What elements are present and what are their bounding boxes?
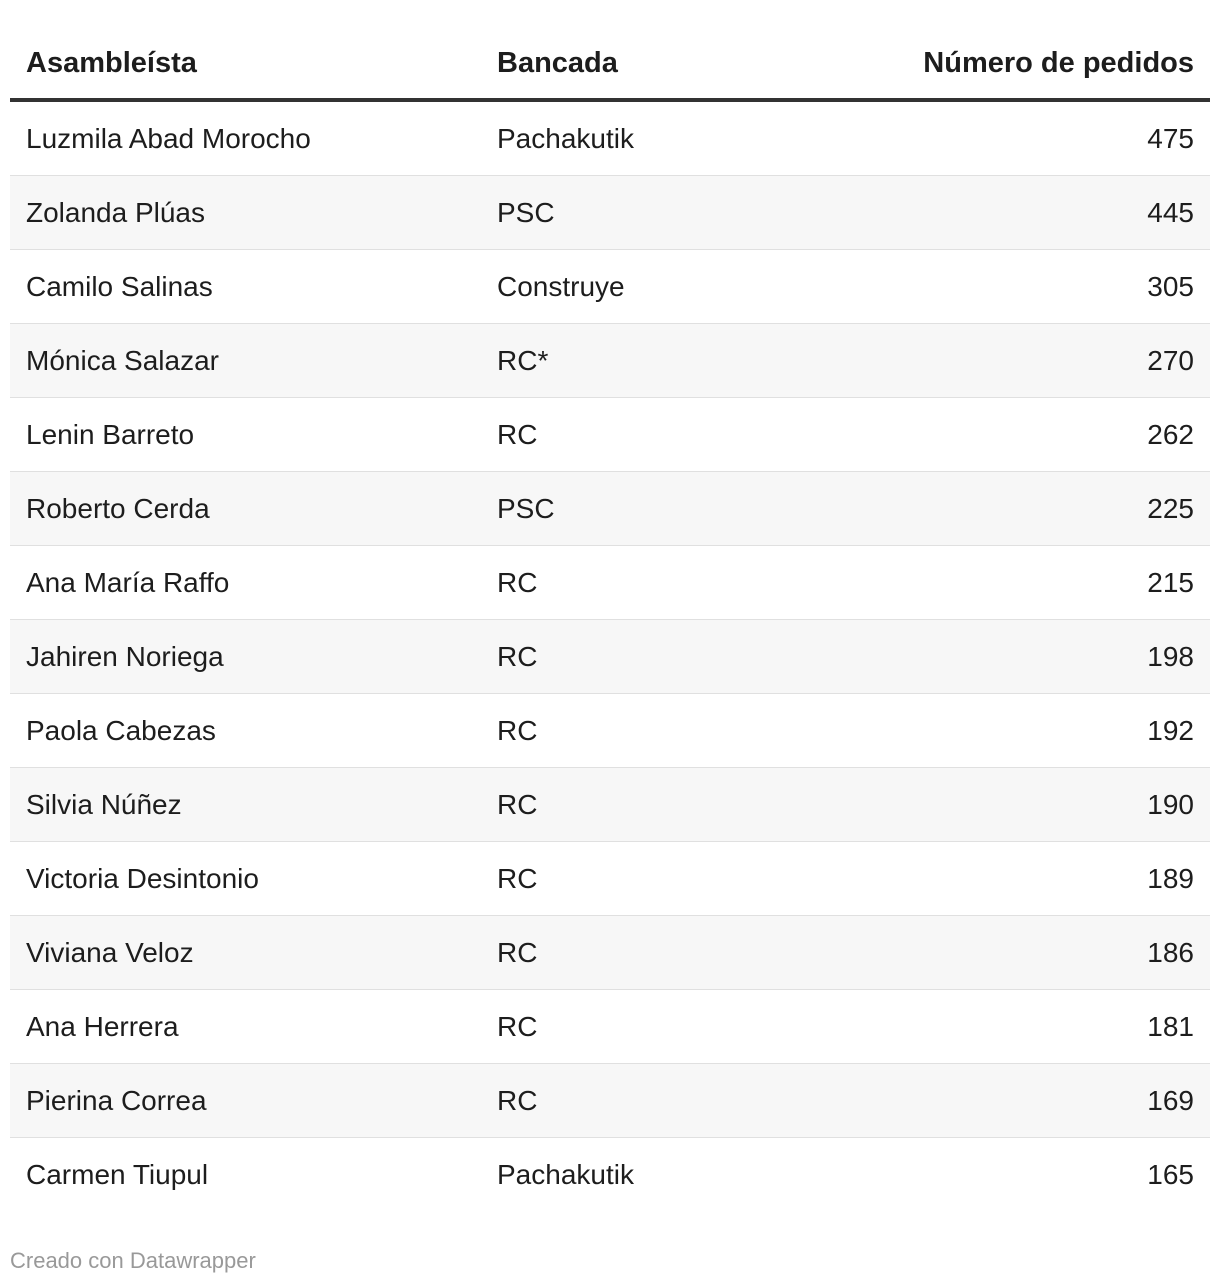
asambleista-cell: Ana Herrera xyxy=(10,990,481,1064)
pedidos-cell: 215 xyxy=(853,546,1210,620)
pedidos-cell: 169 xyxy=(853,1064,1210,1138)
bancada-cell: RC xyxy=(481,620,853,694)
table-row xyxy=(10,694,1210,768)
table-row xyxy=(10,1138,1210,1212)
pedidos-cell: 305 xyxy=(853,250,1210,324)
bancada-cell: RC xyxy=(481,398,853,472)
table-row xyxy=(10,176,1210,250)
table-row xyxy=(10,472,1210,546)
bancada-cell: RC* xyxy=(481,324,853,398)
table-body xyxy=(10,100,1210,1211)
table-header xyxy=(10,28,1210,100)
header-row xyxy=(10,28,1210,100)
asambleista-cell: Victoria Desintonio xyxy=(10,842,481,916)
footer-credit: Creado con Datawrapper xyxy=(10,1248,256,1273)
asambleista-cell: Luzmila Abad Morocho xyxy=(10,100,481,176)
bancada-cell: RC xyxy=(481,990,853,1064)
asambleista-cell: Camilo Salinas xyxy=(10,250,481,324)
table-row xyxy=(10,768,1210,842)
pedidos-cell: 165 xyxy=(1147,1158,1194,1190)
pedidos-cell: 189 xyxy=(853,842,1210,916)
bancada-cell: RC xyxy=(481,694,853,768)
table-row xyxy=(10,100,1210,176)
table-row xyxy=(10,990,1210,1064)
asambleista-cell: Silvia Núñez xyxy=(10,768,481,842)
bancada-cell: RC xyxy=(481,546,853,620)
bancada-cell: RC xyxy=(481,768,853,842)
asambleista-cell: Zolanda Plúas xyxy=(10,176,481,250)
bancada-cell: Pachakutik xyxy=(481,100,853,176)
bancada-cell: RC xyxy=(481,842,853,916)
pedidos-cell: 225 xyxy=(853,472,1210,546)
bancada-cell: Pachakutik xyxy=(497,1158,634,1190)
data-table-container xyxy=(10,28,1210,1211)
table-row xyxy=(10,620,1210,694)
pedidos-cell: 181 xyxy=(853,990,1210,1064)
data-table xyxy=(10,28,1210,1211)
pedidos-cell: 445 xyxy=(853,176,1210,250)
pedidos-cell: 190 xyxy=(853,768,1210,842)
asambleista-cell: Viviana Veloz xyxy=(10,916,481,990)
column-header-bancada[interactable]: Bancada xyxy=(481,28,853,100)
pedidos-cell: 270 xyxy=(853,324,1210,398)
asambleista-cell: Jahiren Noriega xyxy=(10,620,481,694)
table-row xyxy=(10,250,1210,324)
asambleista-cell: Ana María Raffo xyxy=(10,546,481,620)
pedidos-cell: 262 xyxy=(853,398,1210,472)
table-row xyxy=(10,842,1210,916)
table-row xyxy=(10,324,1210,398)
table-row xyxy=(10,916,1210,990)
table-row xyxy=(10,546,1210,620)
asambleista-cell: Carmen Tiupul xyxy=(26,1158,209,1190)
asambleista-cell: Roberto Cerda xyxy=(10,472,481,546)
bancada-cell: Construye xyxy=(481,250,853,324)
table-row xyxy=(10,1064,1210,1138)
pedidos-cell: 192 xyxy=(853,694,1210,768)
bancada-cell: PSC xyxy=(481,176,853,250)
bancada-cell: RC xyxy=(481,916,853,990)
column-header-asambleista[interactable]: Asambleísta xyxy=(10,28,481,100)
column-header-numero-de-pedidos[interactable]: Número de pedidos xyxy=(853,28,1210,100)
asambleista-cell: Lenin Barreto xyxy=(10,398,481,472)
bancada-cell: PSC xyxy=(481,472,853,546)
asambleista-cell: Paola Cabezas xyxy=(10,694,481,768)
pedidos-cell: 186 xyxy=(853,916,1210,990)
table-row xyxy=(10,398,1210,472)
bancada-cell: RC xyxy=(481,1064,853,1138)
pedidos-cell: 475 xyxy=(853,100,1210,176)
asambleista-cell: Mónica Salazar xyxy=(10,324,481,398)
pedidos-cell: 198 xyxy=(853,620,1210,694)
asambleista-cell: Pierina Correa xyxy=(10,1064,481,1138)
